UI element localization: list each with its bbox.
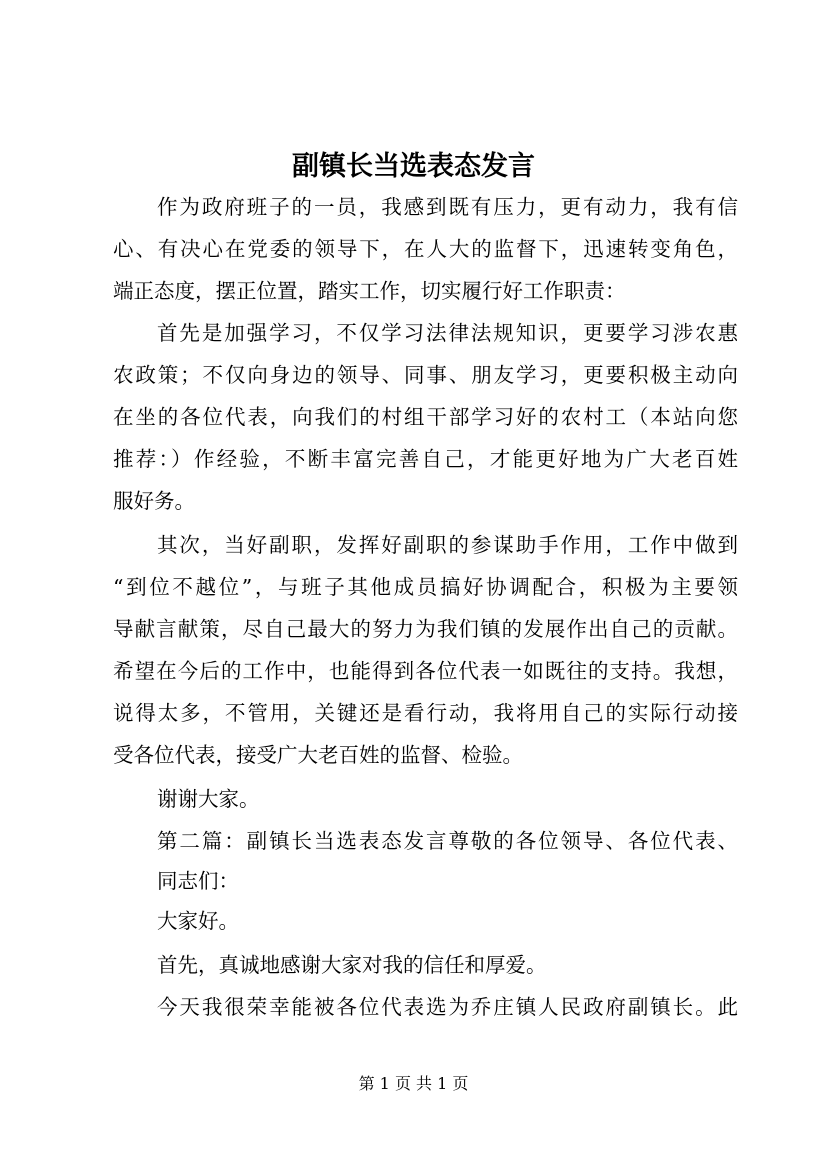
text-line-19: 首先，真诚地感谢大家对我的信任和厚爱。: [157, 953, 547, 977]
text-line-11: 导献言献策，尽自己最大的努力为我们镇的发展作出自己的贡献。: [113, 617, 738, 641]
text-line-20: 今天我很荣幸能被各位代表选为乔庄镇人民政府副镇长。此: [157, 995, 738, 1019]
text-line-7: 推荐：）作经验，不断丰富完善自己，才能更好地为广大老百姓: [113, 447, 738, 471]
text-line-2: 心、有决心在党委的领导下，在人大的监督下，迅速转变角色，: [113, 237, 738, 261]
text-line-16: 第二篇：副镇长当选表态发言尊敬的各位领导、各位代表、: [157, 829, 738, 853]
text-line-5: 农政策；不仅向身边的领导、同事、朋友学习，更要积极主动向: [113, 363, 738, 387]
text-line-13: 说得太多，不管用，关键还是看行动，我将用自己的实际行动接: [113, 701, 738, 725]
text-line-15: 谢谢大家。: [157, 787, 260, 811]
page-footer: 第 1 页 共 1 页: [358, 1074, 469, 1093]
text-line-14: 受各位代表，接受广大老百姓的监督、检验。: [113, 743, 523, 767]
text-line-6: 在坐的各位代表，向我们的村组干部学习好的农村工（本站向您: [113, 405, 738, 429]
text-line-1: 作为政府班子的一员，我感到既有压力，更有动力，我有信: [157, 195, 738, 219]
text-line-18: 大家好。: [157, 909, 239, 933]
text-line-3: 端正态度，摆正位置，踏实工作，切实履行好工作职责：: [113, 279, 626, 303]
text-line-10: “到位不越位”，与班子其他成员搞好协调配合，积极为主要领: [113, 575, 738, 599]
text-line-12: 希望在今后的工作中，也能得到各位代表一如既往的支持。我想，: [113, 659, 738, 683]
text-line-4: 首先是加强学习，不仅学习法律法规知识，更要学习涉农惠: [157, 321, 738, 345]
text-line-9: 其次，当好副职，发挥好副职的参谋助手作用，工作中做到: [157, 533, 738, 557]
page-title: 副镇长当选表态发言: [292, 151, 535, 182]
text-line-8: 服好务。: [113, 489, 195, 513]
text-line-17: 同志们：: [157, 869, 239, 893]
